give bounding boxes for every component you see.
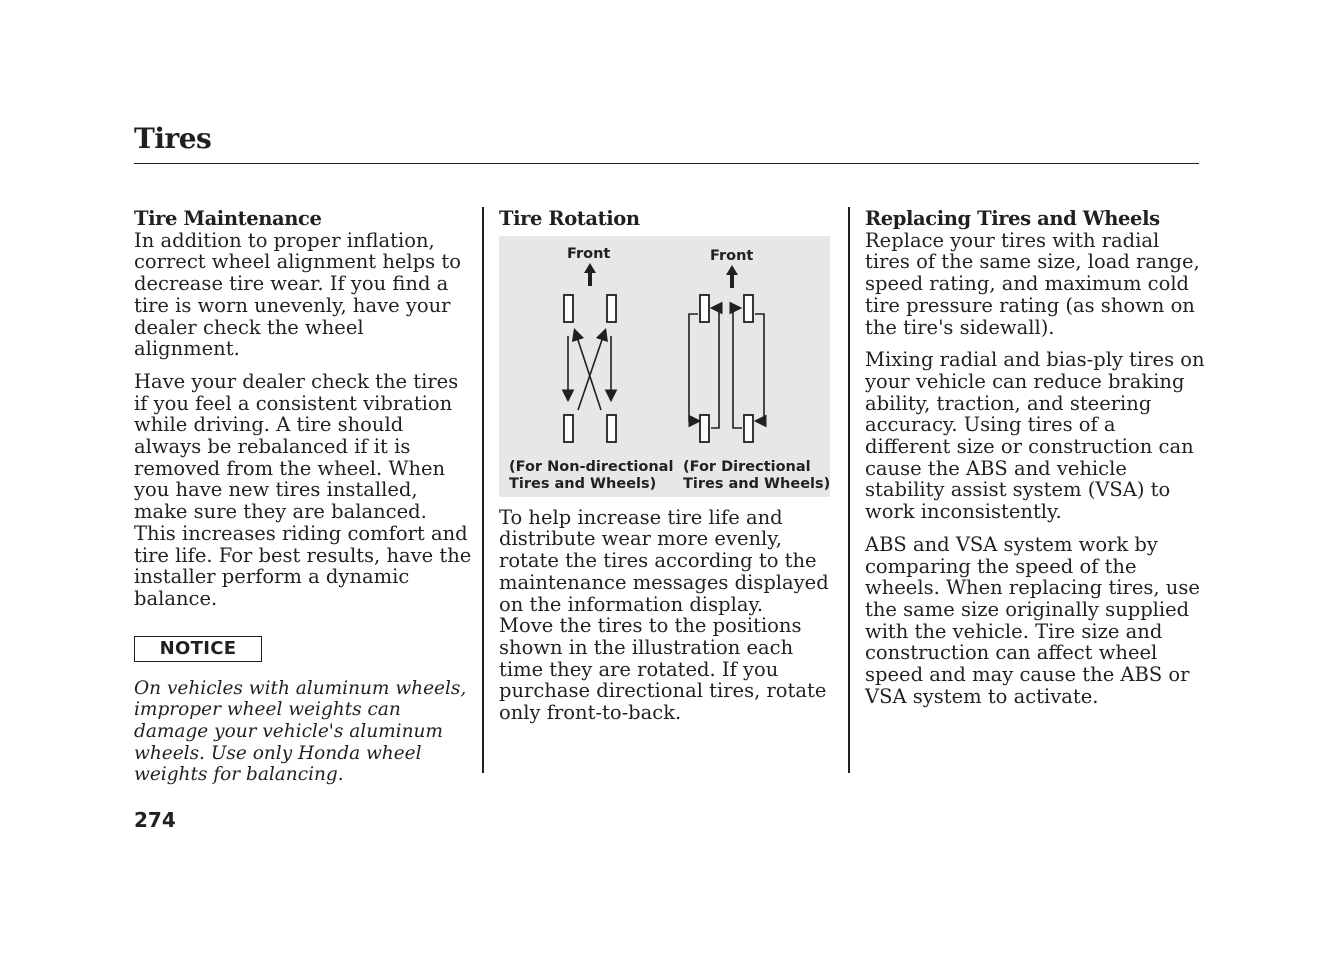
- section-heading-replacing-tires: Replacing Tires and Wheels: [865, 207, 1160, 230]
- page-title: Tires: [134, 122, 212, 155]
- replacing-paragraph-2: Mixing radial and bias-ply tires on your vehicle can reduce braking ability, traction, and steering accuracy. Using tires of a different size or construction can cause the ABS and vehicle stability assist system (VSA) to work inconsistently.: [865, 348, 1205, 524]
- caption-right-line1: (For Directional: [683, 458, 811, 475]
- maintenance-paragraph-1: In addition to proper inflation, correct wheel alignment helps to decrease tire wear. If you find a tire is worn unevenly, have your dealer check the wheel alignment.: [134, 228, 461, 361]
- rotation-diagram-svg: [499, 236, 830, 497]
- tire-rear-right: [607, 415, 616, 442]
- column-replacing-tires: [865, 208, 1205, 718]
- page-number: 274: [134, 808, 176, 832]
- column-divider-1: [482, 207, 484, 773]
- notice-text: On vehicles with aluminum wheels, improper wheel weights can damage your vehicle's aluminum wheels. Use only Honda wheel weights for balancing.: [134, 677, 467, 786]
- rotation-paragraph-2: Move the tires to the positions shown in the illustration each time they are rotated. If you purchase directional tires, rotate only front-to-back.: [499, 614, 827, 725]
- replacing-paragraph-1: Replace your tires with radial tires of the same size, load range, speed rating, and maximum cold tire pressure rating (as shown on the tire's sidewall).: [865, 228, 1200, 339]
- title-divider: [134, 163, 1199, 164]
- dir-tire-front-right: [744, 295, 753, 322]
- caption-right-line2: Tires and Wheels): [683, 475, 830, 492]
- caption-left-line2: Tires and Wheels): [509, 475, 657, 492]
- tire-front-left: [564, 295, 573, 322]
- tire-front-right: [607, 295, 616, 322]
- section-heading-tire-rotation: Tire Rotation: [499, 207, 640, 230]
- front-label-right: Front: [710, 247, 754, 264]
- dir-tire-rear-right: [744, 415, 753, 442]
- replacing-paragraph-3: ABS and VSA system work by comparing the speed of the wheels. When replacing tires, use the same size originally supplied with the vehicle. Tire size and construction can affect wheel speed and may cause the ABS or VSA system to activate.: [865, 532, 1200, 708]
- dir-tire-rear-left: [700, 415, 709, 442]
- front-arrow-right-icon: [726, 265, 738, 288]
- dir-tire-front-left: [700, 295, 709, 322]
- column-tire-maintenance: [134, 208, 474, 786]
- rotation-paragraph-1: To help increase tire life and distribute wear more evenly, rotate the tires according to the maintenance messages displayed on the information display.: [499, 505, 829, 616]
- tire-rotation-diagram: [499, 236, 830, 497]
- column-tire-rotation: [499, 208, 834, 735]
- section-heading-tire-maintenance: Tire Maintenance: [134, 207, 322, 230]
- front-label-left: Front: [567, 245, 611, 262]
- column-divider-2: [848, 207, 850, 773]
- notice-label: NOTICE: [134, 636, 262, 662]
- maintenance-paragraph-2: Have your dealer check the tires if you feel a consistent vibration while driving. A tire should always be rebalanced if it is removed from the wheel. When you have new tires installed, make sure they are balanced. This increases riding comfort and tire life. For best results, have the installer perform a dynamic balance.: [134, 369, 472, 610]
- tire-rear-left: [564, 415, 573, 442]
- caption-left-line1: (For Non-directional: [509, 458, 674, 475]
- front-arrow-left-icon: [584, 263, 596, 286]
